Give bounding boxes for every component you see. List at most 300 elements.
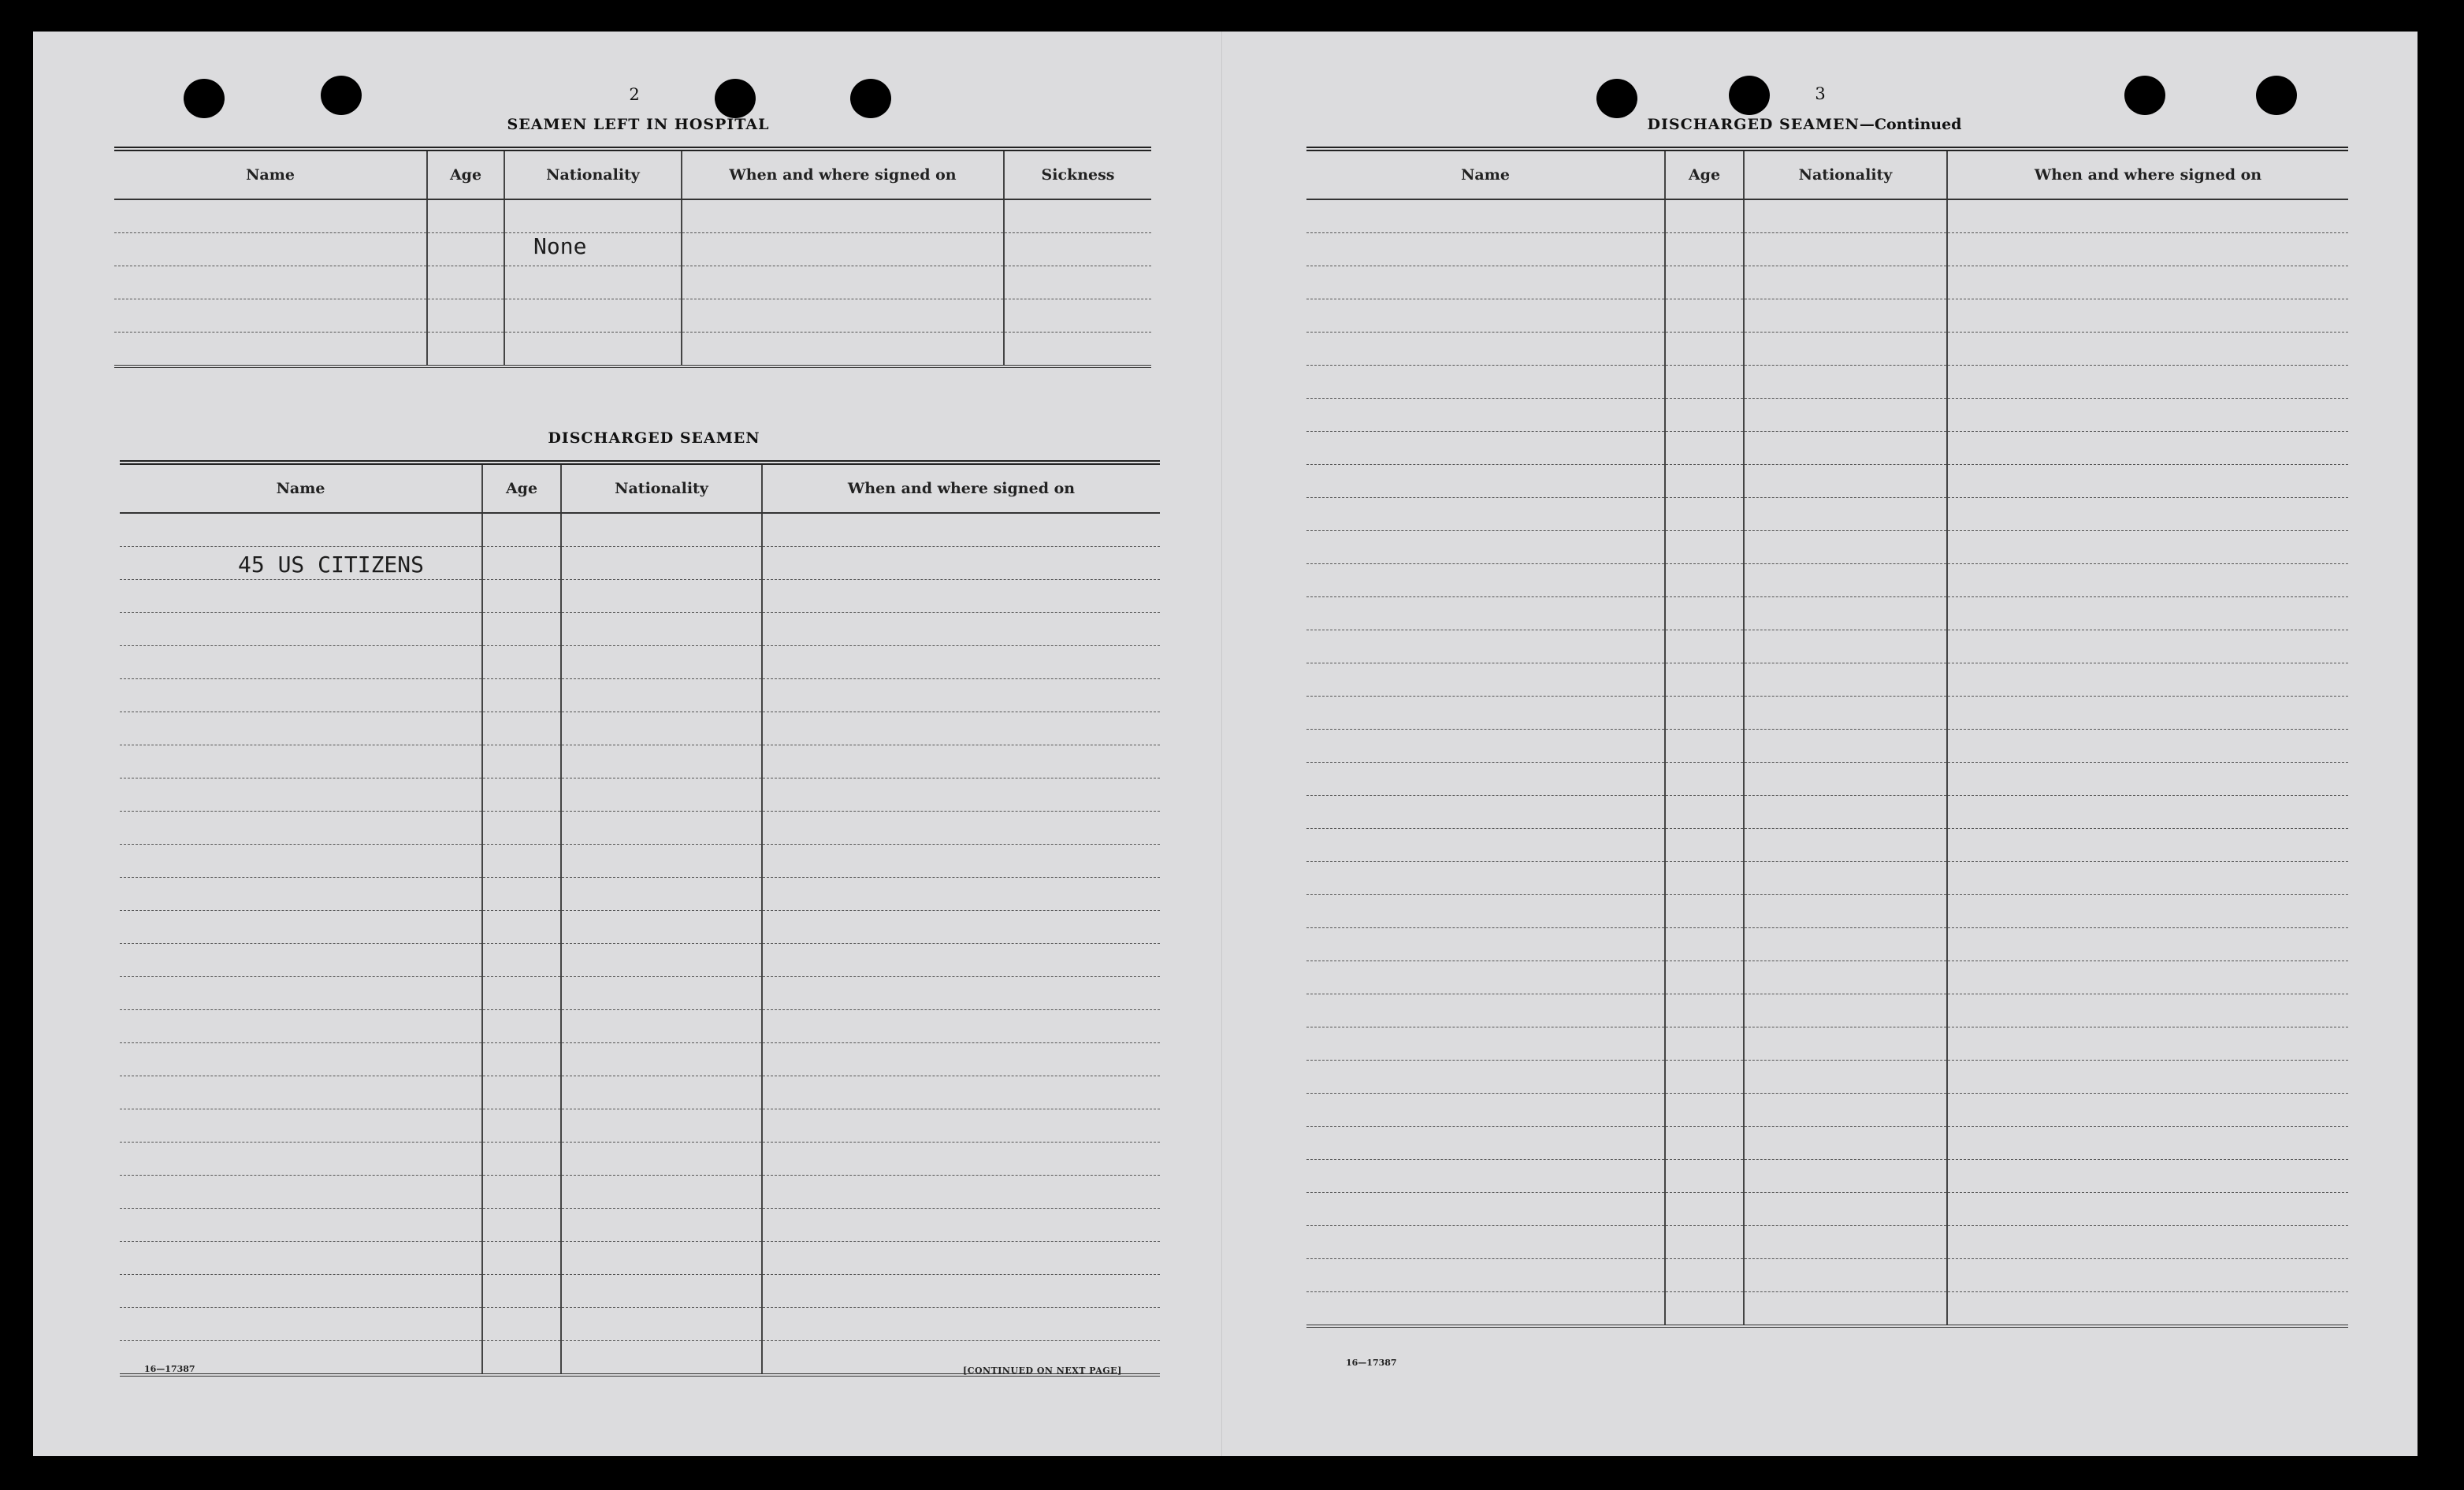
table-row — [120, 1176, 1160, 1209]
table-cell — [1306, 829, 1665, 862]
table-row — [1306, 994, 2348, 1027]
table-cell — [1665, 432, 1744, 465]
table-row — [120, 580, 1160, 613]
table-cell — [1665, 498, 1744, 531]
table-row — [1306, 1259, 2348, 1292]
table-cell — [561, 944, 762, 977]
discharged-continued-title — [1568, 116, 2041, 133]
table-cell — [1306, 333, 1665, 366]
table-cell — [1947, 1127, 2348, 1160]
table-cell — [120, 513, 482, 547]
punch-hole — [321, 76, 362, 115]
table-cell — [1744, 895, 1947, 928]
table-cell — [1665, 697, 1744, 730]
punch-hole — [850, 79, 891, 118]
table-row — [1306, 1061, 2348, 1094]
table-cell — [561, 977, 762, 1010]
table-cell — [1306, 928, 1665, 961]
table-row — [1306, 199, 2348, 233]
table-cell — [561, 1242, 762, 1275]
table-cell — [762, 613, 1160, 646]
table-cell — [1947, 333, 2348, 366]
table-cell — [1744, 663, 1947, 697]
table-cell — [762, 513, 1160, 547]
punch-hole — [2124, 76, 2165, 115]
table-cell — [120, 580, 482, 613]
table-cell — [762, 1143, 1160, 1176]
continued-note: [CONTINUED ON NEXT PAGE] — [963, 1366, 1122, 1376]
table-cell — [1306, 432, 1665, 465]
table-cell — [1744, 1292, 1947, 1327]
table-row — [114, 299, 1151, 333]
table-cell — [1306, 763, 1665, 796]
table-cell — [1306, 862, 1665, 895]
table-cell — [1744, 1226, 1947, 1259]
table-cell — [1665, 333, 1744, 366]
column-header-nationality: Nationality — [1744, 149, 1947, 199]
table-row — [120, 745, 1160, 778]
table-cell — [482, 646, 561, 679]
table-row — [1306, 1292, 2348, 1327]
punch-hole — [715, 79, 756, 118]
table-cell — [1306, 1127, 1665, 1160]
table-cell — [1306, 597, 1665, 630]
table-cell — [1947, 531, 2348, 564]
table-row — [1306, 1094, 2348, 1127]
table-cell — [482, 911, 561, 944]
table-cell — [1744, 961, 1947, 994]
table-cell — [1306, 1061, 1665, 1094]
table-cell — [482, 1209, 561, 1242]
table-cell — [1665, 1226, 1744, 1259]
table-row — [120, 944, 1160, 977]
page-number: 2 — [629, 85, 640, 104]
table-cell — [1306, 1292, 1665, 1327]
table-header-row — [114, 149, 1151, 199]
table-cell — [1947, 299, 2348, 333]
table-cell — [561, 679, 762, 712]
table-row — [1306, 928, 2348, 961]
table-cell — [1665, 399, 1744, 432]
column-header-age: Age — [427, 149, 504, 199]
table-cell — [120, 812, 482, 845]
table-cell — [482, 513, 561, 547]
table-row — [1306, 399, 2348, 432]
page-number: 3 — [1815, 84, 1826, 103]
table-row — [1306, 663, 2348, 697]
table-cell — [561, 1308, 762, 1341]
right-page — [1221, 0, 2464, 1490]
table-row — [1306, 1160, 2348, 1193]
table-cell — [120, 911, 482, 944]
table-cell — [120, 845, 482, 878]
table-cell — [1665, 796, 1744, 829]
table-cell — [1744, 1259, 1947, 1292]
table-cell — [1744, 994, 1947, 1027]
table-cell — [762, 1242, 1160, 1275]
table-cell — [120, 679, 482, 712]
table-cell — [1306, 199, 1665, 233]
table-cell — [561, 1176, 762, 1209]
table-row — [1306, 1127, 2348, 1160]
table-row — [120, 1076, 1160, 1109]
table-cell — [1744, 366, 1947, 399]
table-cell — [561, 911, 762, 944]
table-cell — [1947, 1027, 2348, 1061]
table-cell — [1947, 730, 2348, 763]
table-row — [120, 878, 1160, 911]
table-row — [1306, 432, 2348, 465]
table-cell — [1744, 597, 1947, 630]
table-cell — [1306, 663, 1665, 697]
table-cell — [482, 1308, 561, 1341]
table-cell — [120, 547, 482, 580]
table-row — [114, 333, 1151, 367]
table-cell — [762, 878, 1160, 911]
table-row — [120, 613, 1160, 646]
table-cell — [1665, 1061, 1744, 1094]
table-row — [1306, 1193, 2348, 1226]
table-row — [114, 266, 1151, 299]
table-cell — [1947, 697, 2348, 730]
table-cell — [120, 1010, 482, 1043]
table-row — [120, 845, 1160, 878]
table-cell — [482, 1143, 561, 1176]
table-cell — [1665, 1292, 1744, 1327]
table-cell — [561, 613, 762, 646]
table-row — [1306, 730, 2348, 763]
table-cell — [1744, 199, 1947, 233]
table-cell — [1665, 1127, 1744, 1160]
left-page — [0, 0, 1221, 1490]
table-cell — [1665, 961, 1744, 994]
discharged-continued-table — [1306, 147, 2348, 1328]
table-row — [1306, 1226, 2348, 1259]
table-cell — [1665, 1094, 1744, 1127]
table-cell — [561, 513, 762, 547]
table-row — [1306, 233, 2348, 266]
table-cell — [482, 613, 561, 646]
table-cell — [120, 745, 482, 778]
table-cell — [1744, 730, 1947, 763]
table-cell — [762, 646, 1160, 679]
table-cell — [482, 878, 561, 911]
table-cell — [120, 977, 482, 1010]
table-row — [120, 1275, 1160, 1308]
table-row — [1306, 266, 2348, 299]
table-cell — [1306, 266, 1665, 299]
table-cell — [1665, 266, 1744, 299]
table-cell — [1947, 895, 2348, 928]
table-cell — [1306, 564, 1665, 597]
table-cell — [1947, 366, 2348, 399]
table-cell — [1744, 233, 1947, 266]
column-header-signed-on: When and where signed on — [1947, 149, 2348, 199]
table-row — [120, 1143, 1160, 1176]
table-cell — [1665, 1193, 1744, 1226]
table-cell — [1947, 862, 2348, 895]
table-cell — [1665, 366, 1744, 399]
title-main: DISCHARGED SEAMEN — [1647, 116, 1860, 133]
table-row — [1306, 299, 2348, 333]
table-row — [120, 1109, 1160, 1143]
table-cell — [1665, 199, 1744, 233]
table-cell — [1665, 928, 1744, 961]
table-cell — [762, 1010, 1160, 1043]
table-cell — [120, 1242, 482, 1275]
table-cell — [1947, 1160, 2348, 1193]
table-cell — [762, 977, 1160, 1010]
table-cell — [1947, 1193, 2348, 1226]
table-cell — [482, 944, 561, 977]
table-cell — [1665, 730, 1744, 763]
table-cell — [1665, 663, 1744, 697]
table-cell — [1665, 862, 1744, 895]
table-cell — [561, 580, 762, 613]
table-cell — [561, 745, 762, 778]
table-cell — [762, 911, 1160, 944]
table-cell — [1665, 763, 1744, 796]
table-cell — [1306, 961, 1665, 994]
table-row — [1306, 961, 2348, 994]
table-cell — [762, 745, 1160, 778]
punch-hole — [1596, 79, 1637, 118]
table-cell — [1947, 465, 2348, 498]
column-header-nationality: Nationality — [504, 149, 682, 199]
table-cell — [1744, 829, 1947, 862]
table-cell — [561, 878, 762, 911]
column-header-name: Name — [114, 149, 427, 199]
column-header-age: Age — [482, 463, 561, 513]
table-row — [1306, 465, 2348, 498]
column-header-signed-on: When and where signed on — [682, 149, 1004, 199]
hospital-section-title: SEAMEN LEFT IN HOSPITAL — [507, 116, 770, 133]
column-header-sickness: Sickness — [1004, 149, 1151, 199]
table-cell — [1744, 1193, 1947, 1226]
table-cell — [1947, 763, 2348, 796]
table-cell — [482, 547, 561, 580]
table-cell — [1947, 266, 2348, 299]
table-cell — [1947, 630, 2348, 663]
table-cell — [561, 1341, 762, 1376]
table-cell — [561, 812, 762, 845]
table-row — [120, 911, 1160, 944]
column-header-signed-on: When and where signed on — [762, 463, 1160, 513]
table-cell — [1947, 829, 2348, 862]
table-cell — [762, 944, 1160, 977]
table-cell — [1306, 233, 1665, 266]
table-cell — [762, 1043, 1160, 1076]
table-cell — [1306, 1226, 1665, 1259]
table-cell — [1947, 994, 2348, 1027]
discharged-table — [120, 460, 1160, 1377]
table-cell — [561, 1143, 762, 1176]
table-cell — [1306, 1259, 1665, 1292]
table-cell — [1306, 465, 1665, 498]
table-row — [114, 199, 1151, 233]
table-cell — [1306, 697, 1665, 730]
table-cell — [1665, 564, 1744, 597]
table-cell — [482, 1076, 561, 1109]
table-row — [114, 233, 1151, 266]
table-cell — [1947, 432, 2348, 465]
table-cell — [1744, 399, 1947, 432]
table-cell — [1947, 1226, 2348, 1259]
table-cell — [120, 778, 482, 812]
table-row — [120, 547, 1160, 580]
table-cell — [1665, 465, 1744, 498]
table-row — [120, 513, 1160, 547]
table-cell — [561, 1043, 762, 1076]
table-cell — [482, 1109, 561, 1143]
table-cell — [120, 1109, 482, 1143]
table-cell — [1947, 961, 2348, 994]
table-row — [120, 679, 1160, 712]
table-cell — [1947, 564, 2348, 597]
table-cell — [482, 1176, 561, 1209]
table-row — [1306, 895, 2348, 928]
table-cell — [1306, 531, 1665, 564]
table-cell — [1744, 1061, 1947, 1094]
table-cell — [1947, 498, 2348, 531]
table-cell — [762, 580, 1160, 613]
table-cell — [120, 1143, 482, 1176]
table-cell — [561, 646, 762, 679]
table-cell — [482, 845, 561, 878]
table-cell — [1947, 233, 2348, 266]
table-cell — [482, 1242, 561, 1275]
table-row — [120, 646, 1160, 679]
table-cell — [1665, 829, 1744, 862]
table-cell — [762, 778, 1160, 812]
table-cell — [1744, 266, 1947, 299]
hospital-entry: None — [533, 233, 587, 259]
table-row — [1306, 763, 2348, 796]
table-cell — [762, 845, 1160, 878]
table-cell — [1306, 630, 1665, 663]
table-cell — [561, 1010, 762, 1043]
table-row — [120, 778, 1160, 812]
punch-hole — [1729, 76, 1770, 115]
table-cell — [1665, 233, 1744, 266]
table-row — [1306, 796, 2348, 829]
table-row — [1306, 697, 2348, 730]
table-cell — [1665, 531, 1744, 564]
table-cell — [482, 812, 561, 845]
table-cell — [482, 712, 561, 745]
table-cell — [1665, 895, 1744, 928]
table-cell — [1744, 531, 1947, 564]
table-cell — [1947, 796, 2348, 829]
table-cell — [1744, 1160, 1947, 1193]
table-cell — [1744, 299, 1947, 333]
discharged-entry: 45 US CITIZENS — [238, 552, 425, 578]
table-cell — [1306, 796, 1665, 829]
table-cell — [1744, 1094, 1947, 1127]
table-cell — [561, 547, 762, 580]
table-cell — [1665, 597, 1744, 630]
table-cell — [762, 712, 1160, 745]
table-cell — [1306, 1160, 1665, 1193]
table-cell — [1744, 630, 1947, 663]
table-row — [1306, 1027, 2348, 1061]
table-cell — [762, 1109, 1160, 1143]
table-cell — [120, 613, 482, 646]
table-cell — [762, 547, 1160, 580]
table-cell — [1306, 498, 1665, 531]
table-cell — [120, 1308, 482, 1341]
table-cell — [120, 712, 482, 745]
hospital-table — [114, 147, 1151, 368]
table-cell — [1744, 432, 1947, 465]
table-cell — [1306, 399, 1665, 432]
table-cell — [1306, 1027, 1665, 1061]
table-cell — [1947, 1292, 2348, 1327]
table-cell — [1744, 862, 1947, 895]
table-cell — [1665, 994, 1744, 1027]
table-row — [120, 1010, 1160, 1043]
table-cell — [1744, 498, 1947, 531]
table-cell — [120, 1043, 482, 1076]
column-header-name: Name — [1306, 149, 1665, 199]
table-cell — [561, 712, 762, 745]
discharged-section-title: DISCHARGED SEAMEN — [548, 429, 760, 447]
column-header-age: Age — [1665, 149, 1744, 199]
table-header-row — [1306, 149, 2348, 199]
table-cell — [1665, 630, 1744, 663]
table-row — [120, 1043, 1160, 1076]
table-cell — [1306, 1193, 1665, 1226]
table-header-row — [120, 463, 1160, 513]
table-row — [1306, 630, 2348, 663]
table-cell — [482, 778, 561, 812]
table-cell — [762, 1275, 1160, 1308]
table-row — [120, 712, 1160, 745]
table-cell — [762, 1176, 1160, 1209]
table-cell — [1306, 1094, 1665, 1127]
table-cell — [1744, 1127, 1947, 1160]
table-row — [120, 812, 1160, 845]
punch-hole — [184, 79, 225, 118]
table-cell — [120, 944, 482, 977]
punch-hole — [2256, 76, 2297, 115]
table-cell — [762, 1076, 1160, 1109]
table-cell — [1306, 299, 1665, 333]
table-cell — [482, 580, 561, 613]
table-cell — [1744, 763, 1947, 796]
table-cell — [1947, 1259, 2348, 1292]
table-cell — [1665, 299, 1744, 333]
table-cell — [120, 646, 482, 679]
table-row — [1306, 597, 2348, 630]
form-number: 16—17387 — [144, 1364, 195, 1374]
table-row — [1306, 498, 2348, 531]
table-cell — [120, 1209, 482, 1242]
table-cell — [561, 1209, 762, 1242]
table-cell — [1665, 1027, 1744, 1061]
table-row — [120, 1308, 1160, 1341]
table-cell — [1744, 465, 1947, 498]
table-cell — [1306, 366, 1665, 399]
table-cell — [1947, 928, 2348, 961]
table-cell — [1744, 1027, 1947, 1061]
column-header-nationality: Nationality — [561, 463, 762, 513]
table-row — [1306, 531, 2348, 564]
table-cell — [1947, 399, 2348, 432]
table-cell — [762, 1209, 1160, 1242]
table-row — [120, 1209, 1160, 1242]
table-cell — [762, 679, 1160, 712]
